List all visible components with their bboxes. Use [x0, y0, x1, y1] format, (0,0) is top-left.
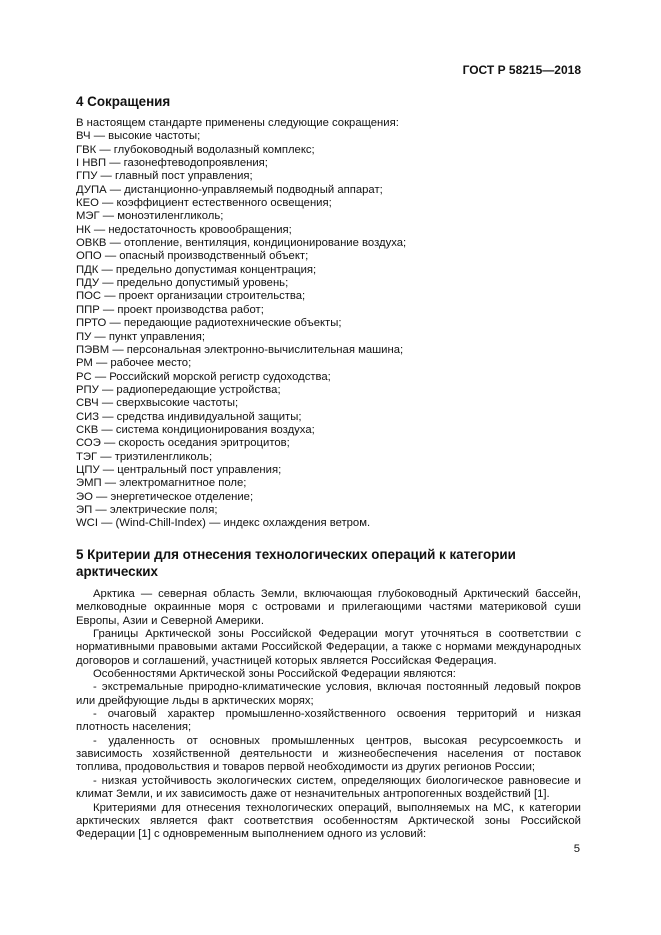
- abbreviation-item: ПУ — пункт управления;: [76, 330, 206, 343]
- abbreviation-item: ЦПУ — центральный пост управления;: [76, 463, 282, 476]
- abbreviations-list: [76, 117, 406, 531]
- section-5-body: [76, 588, 581, 842]
- abbreviation-item: СВЧ — сверхвысокие частоты;: [76, 397, 239, 410]
- abbreviation-item: PC — Российский морской регистр судоходства;: [76, 370, 331, 383]
- document-code: ГОСТ Р 58215—2018: [462, 63, 581, 77]
- abbreviation-item: ГПУ — главный пост управления;: [76, 170, 253, 183]
- paragraph: Критериями для отнесения технологических операций, выполняемых на МС, к категории арктических является факт соответствия особенностям Арктической зоны Российской Федерации [1] с одновременным выполнением одного из условий:: [76, 801, 581, 841]
- abbreviation-item: I НВП — газонефтеводопроявления;: [76, 157, 268, 170]
- abbreviation-item: WCI — (Wind-Chill-Index) — индекс охлаждения ветром.: [76, 517, 371, 530]
- abbreviation-item: ОВКВ — отопление, вентиляция, кондиционирование воздуха;: [76, 237, 407, 250]
- paragraph: Особенностями Арктической зоны Российской Федерации являются:: [93, 668, 456, 681]
- abbreviation-item: ДУПА — дистанционно-управляемый подводный аппарат;: [76, 183, 383, 196]
- abbreviation-item: ПЭВМ — персональная электронно-вычислительная машина;: [76, 343, 404, 356]
- abbreviation-item: КЕО — коэффициент естественного освещения;: [76, 197, 332, 210]
- abbreviation-item: РМ — рабочее место;: [76, 357, 192, 370]
- abbreviation-item: ПРТО — передающие радиотехнические объекты;: [76, 317, 342, 330]
- abbreviation-item: СИЗ — средства индивидуальной защиты;: [76, 410, 302, 423]
- abbreviation-item: СКВ — система кондиционирования воздуха;: [76, 423, 315, 436]
- abbreviation-item: РПУ — радиопередающие устройства;: [76, 383, 281, 396]
- abbreviation-item: ГВК — глубоководный водолазный комплекс;: [76, 143, 315, 156]
- paragraph: Границы Арктической зоны Российской Федерации могут уточняться в соответствии с нормативными правовыми актами Российской Федерации, а также с нормами международных договоров и соглашений, участницей которых является Российская Федерация.: [76, 628, 581, 667]
- abbreviation-item: ПОС — проект организации строительства;: [76, 290, 306, 303]
- abbreviation-item: ЭМП — электромагнитное поле;: [76, 477, 247, 490]
- abbreviation-item: ППР — проект производства работ;: [76, 303, 264, 316]
- abbreviation-item: НК — недостаточность кровообращения;: [76, 223, 292, 236]
- paragraph: - удаленность от основных промышленных центров, высокая ресурсоемкость и зависимость хозяйственной деятельности и жизнеобеспечения населения от поставок топлива, продовольствия и товаров первой необходимости из других регионов России;: [76, 734, 581, 774]
- abbreviation-item: СОЭ — скорость оседания эритроцитов;: [76, 437, 290, 450]
- abbreviation-item: ЭП — электрические поля;: [76, 503, 218, 516]
- abbreviation-item: ПДК — предельно допустимая концентрация;: [76, 263, 317, 276]
- abbreviations-intro: В настоящем стандарте применены следующие сокращения:: [76, 117, 399, 129]
- abbreviation-item: ВЧ — высокие частоты;: [76, 130, 201, 143]
- paragraph: Арктика — северная область Земли, включающая глубоководный Арктический бассейн, мелководные окраинные моря с островами и прилегающими частями материковой суши Европы, Азии и Северной Америки.: [76, 588, 581, 627]
- page-number: 5: [573, 843, 580, 855]
- paragraph: - экстремальные природно-климатические условия, включая постоянный ледовый покров или дрейфующие льды в арктических морях;: [76, 681, 581, 707]
- abbreviation-item: ЭО — энергетическое отделение;: [76, 490, 254, 503]
- section-4-title: 4 Сокращения: [76, 94, 171, 109]
- paragraph: - очаговый характер промышленно-хозяйственного освоения территорий и низкая плотность населения;: [76, 708, 581, 734]
- abbreviation-item: ПДУ — предельно допустимый уровень;: [76, 277, 289, 290]
- paragraph: - низкая устойчивость экологических систем, определяющих биологическое равновесие и климат Земли, и их зависимость даже от незначительных антропогенных воздействий [1].: [76, 774, 581, 801]
- abbreviation-item: ТЭГ — триэтиленгликоль;: [76, 450, 213, 463]
- section-5-title: 5 Критерии для отнесения технологических операций к категории арктических: [76, 547, 516, 579]
- abbreviation-item: ОПО — опасный производственный объект;: [76, 250, 309, 263]
- abbreviation-item: МЭГ — моноэтиленгликоль;: [76, 210, 224, 223]
